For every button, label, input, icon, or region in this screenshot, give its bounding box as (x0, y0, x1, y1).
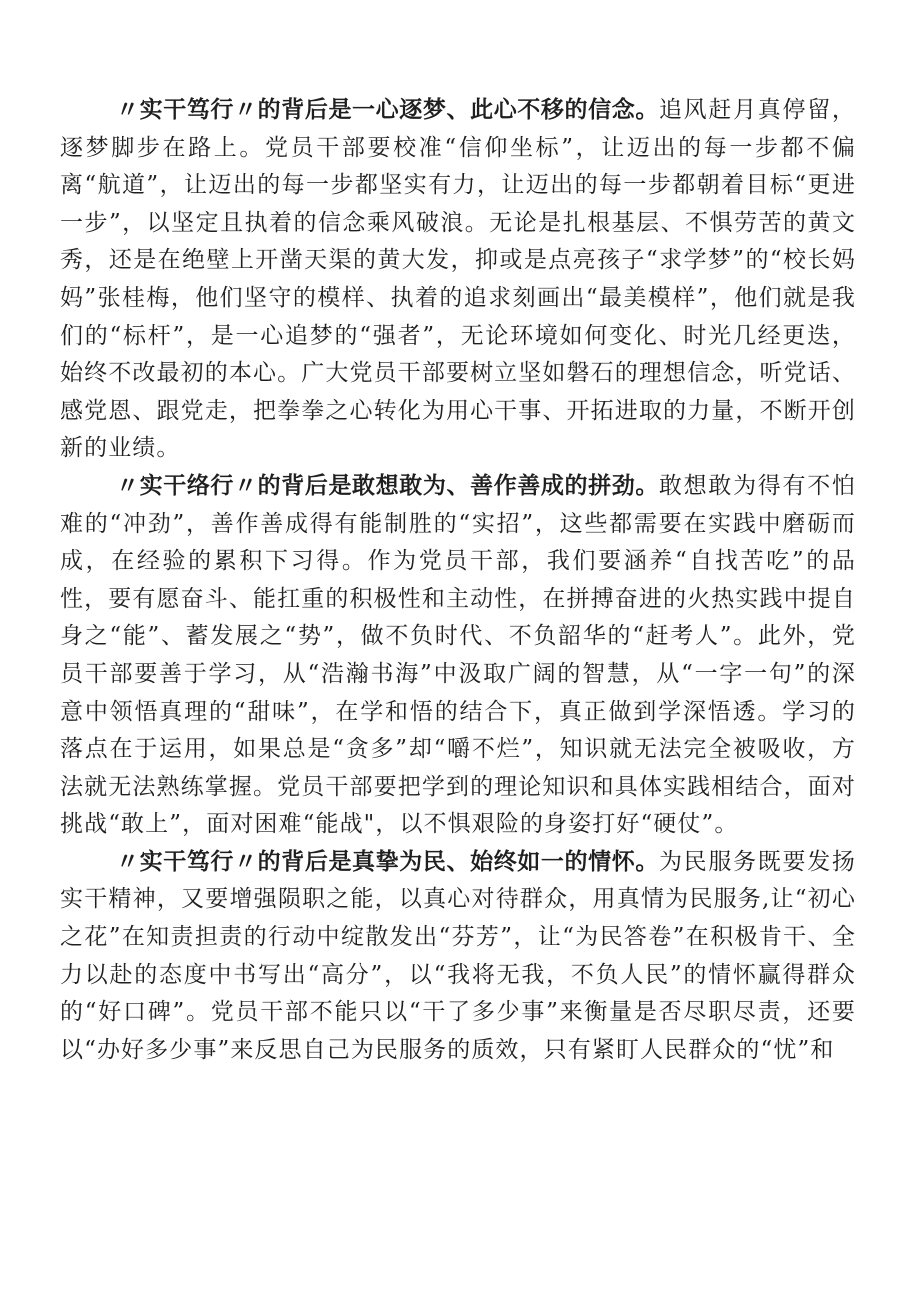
paragraph-3-body: 为民服务既要发扬实干精神，又要增强陨职之能，以真心对待群众，用真情为民服务,让“初心之花”在知责担责的行动中绽散发出“芬芳”，让“为民答卷”在积极肯干、全力以赴的态度中书写出“高分”，以“我将无我，不负人民”的情怀赢得群众的“好口碑”。党员干部不能只以“干了多少事”来衡量是否尽职尽责，还要以“办好多少事”来反思自己为民服务的质效，只有紧盯人民群众的“忧”和 (60, 848, 856, 1063)
paragraph-1-body: 追风赶月真停留，逐梦脚步在路上。党员干部要校准“信仰坐标”，让迈出的每一步都不偏离“航道”，让迈出的每一步都坚实有力，让迈出的每一步都朝着目标“更进一步”，以坚定且执着的信念乘风破浪。无论是扎根基层、不惧劳苦的黄文秀，还是在绝壁上开凿天渠的黄大发，抑或是点亮孩子“求学梦”的“校长妈妈”张桂梅，他们坚守的模样、执着的追求刻画出“最美模样”，他们就是我们的“标杆”，是一心追梦的“强者”，无论环境如何变化、时光几经更迭，始终不改最初的本心。广大党员干部要树立坚如磐石的理想信念，听党话、感党恩、跟党走，把拳拳之心转化为用心干事、开拓进取的力量，不断开创新的业绩。 (60, 97, 856, 462)
paragraph-2-lead-sentence: 〃实干络行〃的背后是敢想敢为、善作善成的拼劲。 (116, 472, 659, 499)
document-body (60, 92, 856, 1069)
paragraph-3-lead-sentence: 〃实干笃行〃的背后是真挚为民、始终如一的情怀。 (116, 848, 659, 875)
paragraph-2 (60, 468, 856, 844)
paragraph-1 (60, 92, 856, 468)
paragraph-2-body: 敢想敢为得有不怕难的“冲劲”，善作善成得有能制胜的“实招”，这些都需要在实践中磨砺而成，在经验的累积下习得。作为党员干部，我们要涵养“自找苦吃”的品性，要有愿奋斗、能扛重的积极性和主动性，在拼搏奋进的火热实践中提自身之“能”、蓄发展之“势”，做不负时代、不负韶华的“赶考人”。此外，党员干部要善于学习，从“浩瀚书海”中汲取广阔的智慧，从“一字一句”的深意中领悟真理的“甜味”，在学和悟的结合下，真正做到学深悟透。学习的落点在于运用，如果总是“贪多”却“嚼不烂”，知识就无法完全被吸收，方法就无法熟练掌握。党员干部要把学到的理论知识和具体实践相结合，面对挑战“敢上”，面对困难“能战"，以不惧艰险的身姿打好“硬仗”。 (60, 472, 856, 838)
paragraph-1-lead-sentence: 〃实干笃行〃的背后是一心逐梦、此心不移的信念。 (116, 97, 659, 123)
paragraph-3 (60, 844, 856, 1070)
